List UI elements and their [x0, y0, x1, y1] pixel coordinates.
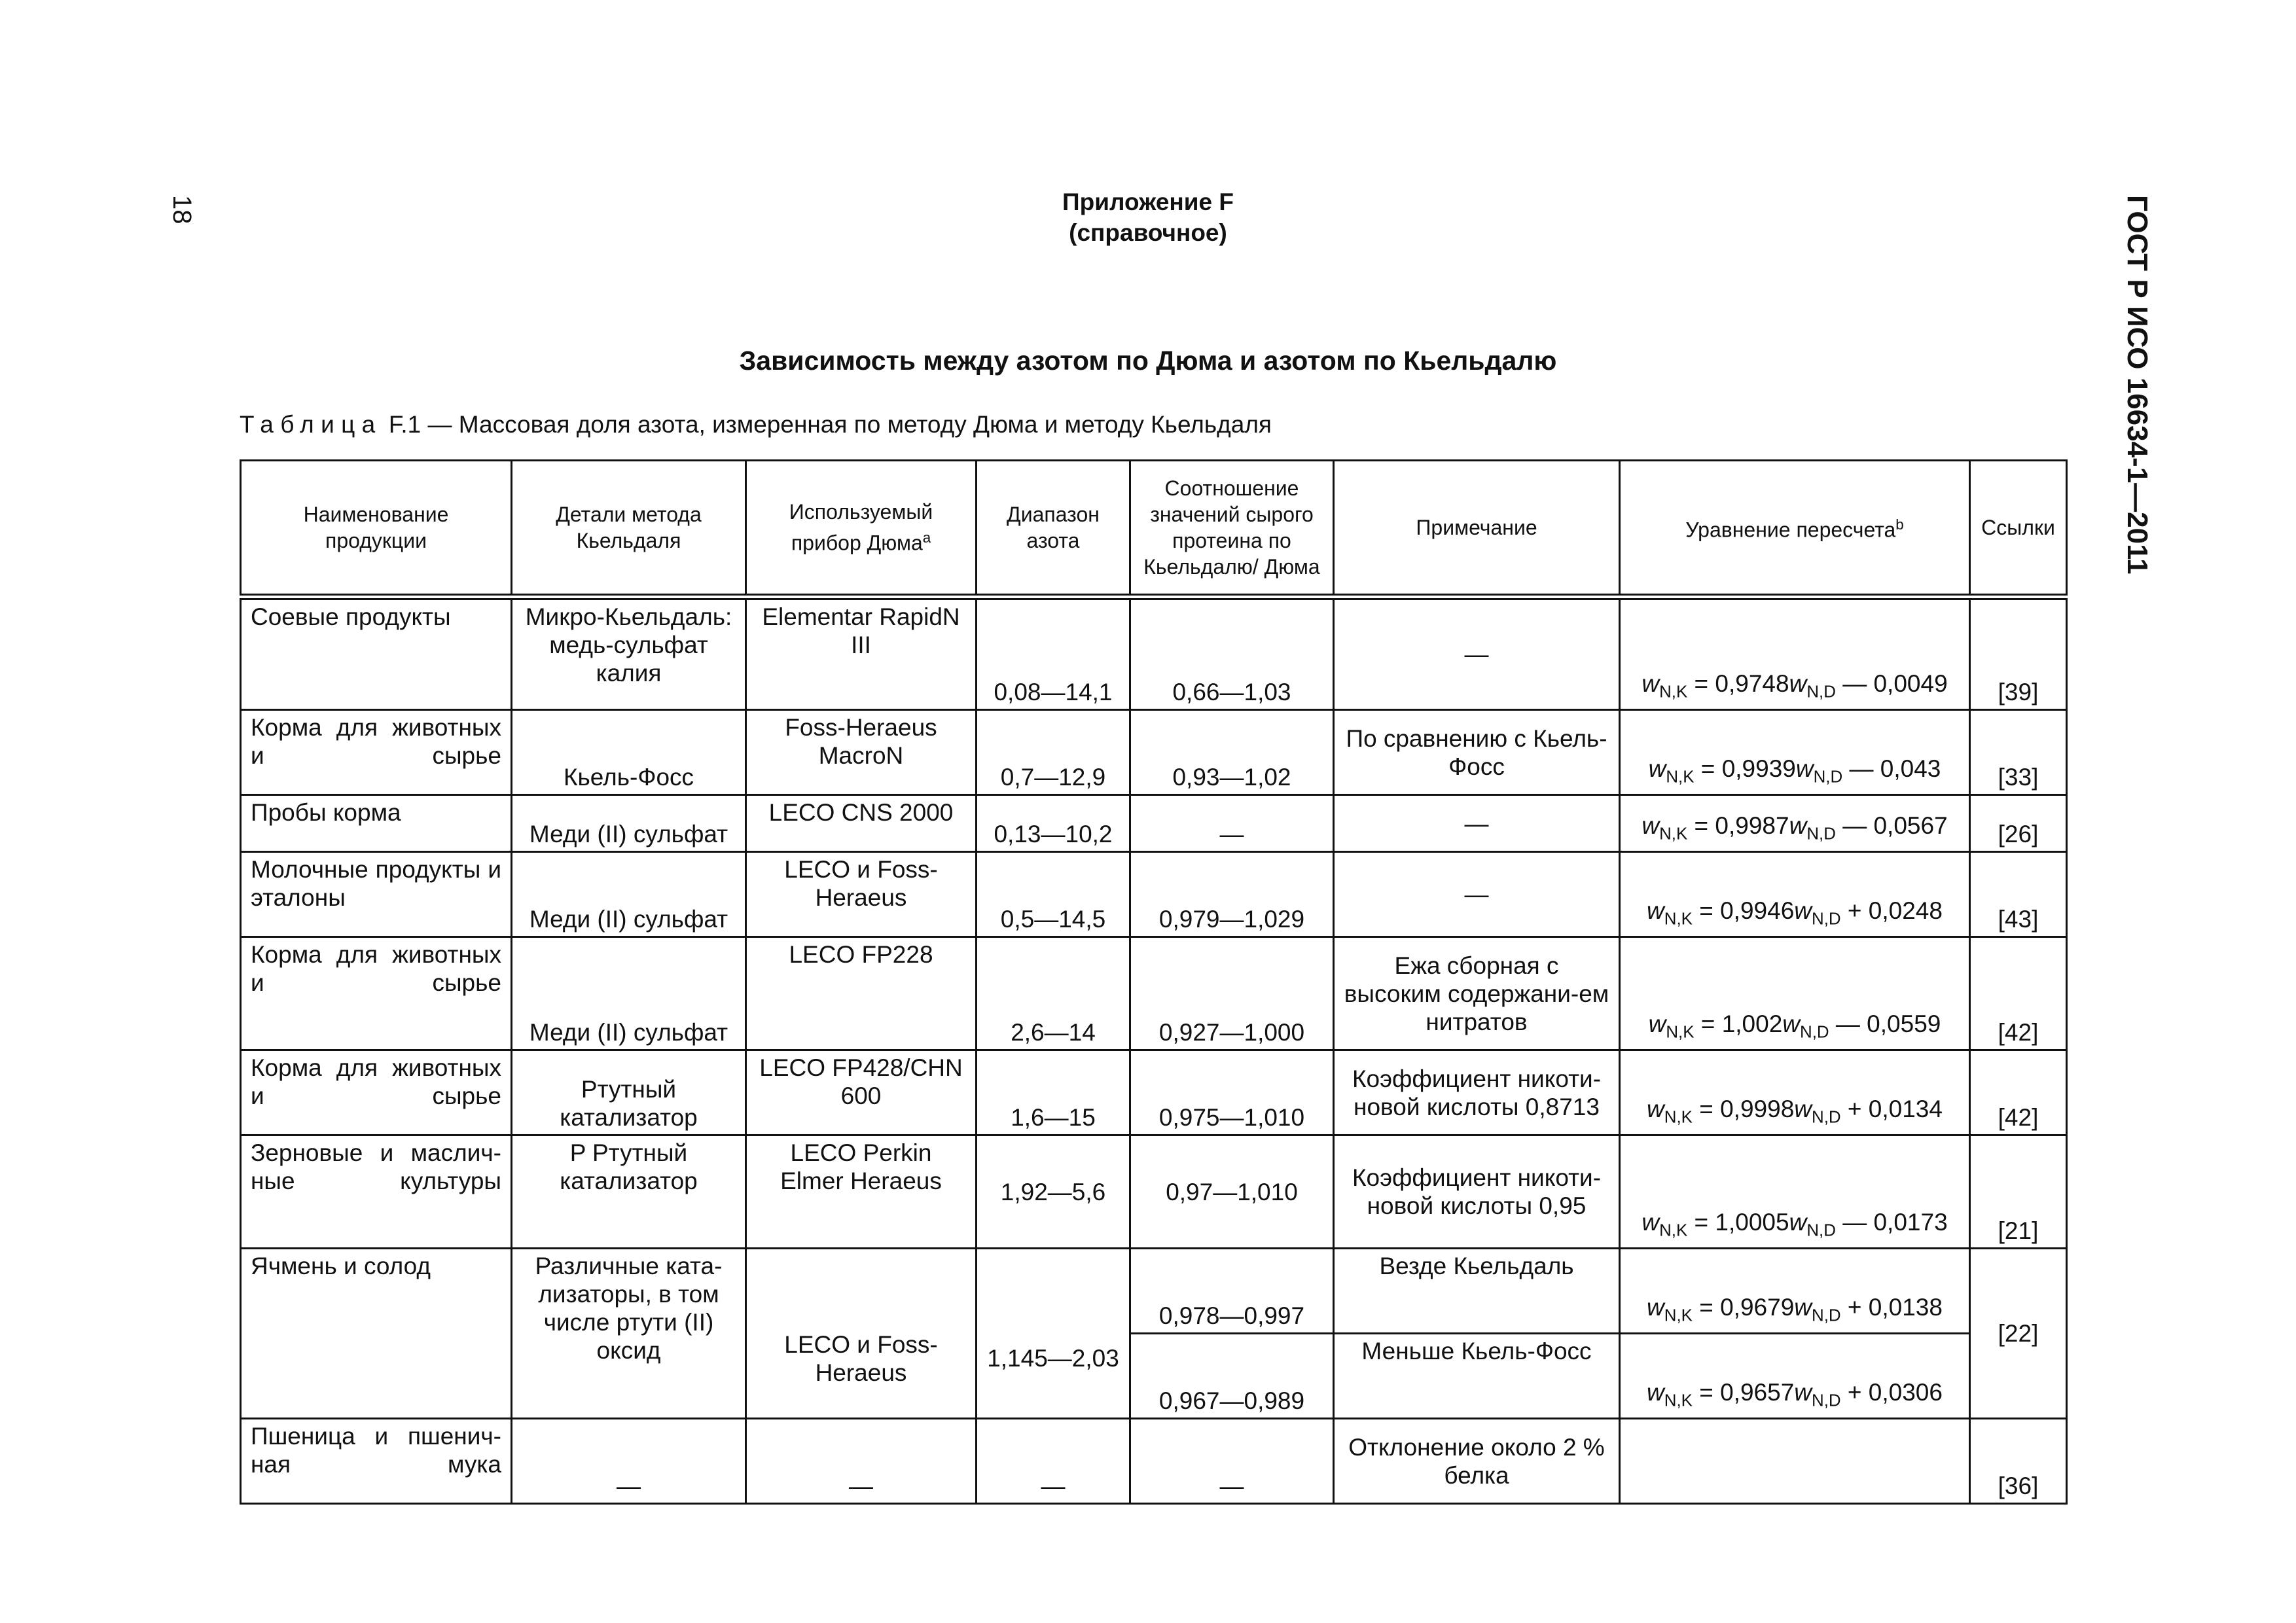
- cell-kjeldahl: Ртутный катализатор: [512, 1050, 746, 1135]
- eq-coef: = 0,9939: [1694, 755, 1796, 782]
- eq-lhs-var: w: [1648, 1010, 1666, 1037]
- cell-ref: [43]: [1970, 852, 2067, 937]
- eq-rhs-sub: N,D: [1812, 1306, 1841, 1325]
- header-ratio: Соотношение значений сырого протеина по Кьельдалю/ Дюма: [1130, 461, 1334, 597]
- cell-ratio: —: [1130, 1419, 1334, 1504]
- eq-lhs-var: w: [1647, 897, 1664, 924]
- eq-rhs-var: w: [1795, 755, 1814, 782]
- eq-lhs-sub: N,K: [1664, 1108, 1693, 1126]
- header-device-footnote: a: [922, 529, 931, 546]
- cell-equation: [1620, 1419, 1970, 1504]
- cell-note: —: [1334, 597, 1620, 710]
- cell-range: 2,6—14: [977, 937, 1130, 1050]
- eq-lhs-var: w: [1641, 669, 1660, 697]
- cell-product: Пробы корма: [241, 795, 512, 852]
- eq-lhs-var: w: [1647, 1293, 1664, 1321]
- cell-kjeldahl: Меди (II) сульфат: [512, 795, 746, 852]
- eq-const: — 0,0049: [1835, 669, 1948, 697]
- cell-ratio: —: [1130, 795, 1334, 852]
- header-equation-text: Уравнение пересчета: [1685, 518, 1896, 542]
- table-row: [241, 852, 2067, 937]
- eq-lhs-var: w: [1647, 1095, 1664, 1122]
- eq-lhs-var: w: [1647, 1378, 1664, 1406]
- eq-lhs-sub: N,K: [1659, 825, 1688, 843]
- cell-note: Меньше Кьель-Фосс: [1334, 1334, 1620, 1419]
- table-row: [241, 937, 2067, 1050]
- eq-coef: = 1,002: [1694, 1010, 1783, 1037]
- cell-product: Корма для животных и сырье: [241, 1050, 512, 1135]
- eq-lhs-sub: N,K: [1666, 768, 1695, 786]
- cell-ratio: 0,967—0,989: [1130, 1334, 1334, 1419]
- header-range: Диапазон азота: [977, 461, 1130, 597]
- eq-coef: = 0,9946: [1692, 897, 1795, 924]
- header-product: Наименование продукции: [241, 461, 512, 597]
- cell-ratio: 0,979—1,029: [1130, 852, 1334, 937]
- eq-rhs-var: w: [1794, 897, 1812, 924]
- cell-ratio: 0,975—1,010: [1130, 1050, 1334, 1135]
- header-device-text: Используемый прибор Дюма: [789, 499, 933, 555]
- cell-kjeldahl: —: [512, 1419, 746, 1504]
- cell-kjeldahl: Различные ката-лизаторы, в том числе ртути (II) оксид: [512, 1249, 746, 1419]
- eq-rhs-sub: N,D: [1812, 910, 1841, 928]
- cell-product: Соевые продукты: [241, 597, 512, 710]
- cell-product: Корма для животных и сырье: [241, 937, 512, 1050]
- header-device: [746, 461, 977, 597]
- eq-lhs-sub: N,K: [1659, 683, 1688, 701]
- document-code: ГОСТ Р ИСО 16634-1—2011: [2121, 195, 2153, 575]
- cell-ref: [42]: [1970, 1050, 2067, 1135]
- eq-rhs-var: w: [1794, 1378, 1812, 1406]
- eq-rhs-var: w: [1789, 669, 1807, 697]
- cell-note: —: [1334, 852, 1620, 937]
- cell-kjeldahl: Кьель-Фосс: [512, 710, 746, 795]
- eq-rhs-sub: N,D: [1806, 825, 1836, 843]
- cell-product: Корма для животных и сырье: [241, 710, 512, 795]
- header-kjeldahl: Детали метода Кьельдаля: [512, 461, 746, 597]
- cell-ratio: 0,93—1,02: [1130, 710, 1334, 795]
- cell-equation: [1620, 1334, 1970, 1419]
- eq-rhs-var: w: [1789, 812, 1807, 839]
- cell-device: LECO Perkin Elmer Heraeus: [746, 1135, 977, 1249]
- header-note: Примечание: [1334, 461, 1620, 597]
- cell-range: 0,7—12,9: [977, 710, 1130, 795]
- header-equation: [1620, 461, 1970, 597]
- caption-text: — Массовая доля азота, измеренная по методу Дюма и методу Кьельдаля: [427, 411, 1272, 438]
- eq-rhs-sub: N,D: [1800, 1023, 1829, 1041]
- eq-lhs-sub: N,K: [1664, 910, 1693, 928]
- eq-rhs-sub: N,D: [1812, 1108, 1841, 1126]
- page-heading: Зависимость между азотом по Дюма и азотом по Кьельдалю: [739, 346, 1557, 376]
- eq-coef: = 1,0005: [1687, 1208, 1789, 1236]
- eq-lhs-var: w: [1641, 812, 1660, 839]
- eq-const: + 0,0306: [1840, 1378, 1943, 1406]
- table-caption: [240, 411, 1272, 438]
- eq-rhs-sub: N,D: [1806, 683, 1836, 701]
- caption-label: Таблица: [240, 411, 382, 438]
- cell-note: —: [1334, 795, 1620, 852]
- table-row: [241, 1135, 2067, 1249]
- eq-coef: = 0,9748: [1687, 669, 1789, 697]
- cell-equation: [1620, 1249, 1970, 1334]
- table-row: [241, 710, 2067, 795]
- cell-kjeldahl: Меди (II) сульфат: [512, 937, 746, 1050]
- cell-ref: [39]: [1970, 597, 2067, 710]
- table-body: [241, 597, 2067, 1504]
- cell-ref: [26]: [1970, 795, 2067, 852]
- cell-note: По сравнению с Кьель-Фосс: [1334, 710, 1620, 795]
- cell-note: Ежа сборная с высоким содержани-ем нитратов: [1334, 937, 1620, 1050]
- page-number: 18: [168, 195, 196, 224]
- table-row: [241, 1050, 2067, 1135]
- eq-rhs-sub: N,D: [1813, 768, 1843, 786]
- table-row: [241, 597, 2067, 710]
- eq-rhs-var: w: [1789, 1208, 1807, 1236]
- cell-device: LECO и Foss-Heraeus: [746, 1249, 977, 1419]
- header-refs: Ссылки: [1970, 461, 2067, 597]
- cell-kjeldahl: Микро-Кьельдаль: медь-сульфат калия: [512, 597, 746, 710]
- cell-equation: [1620, 937, 1970, 1050]
- eq-lhs-sub: N,K: [1664, 1306, 1693, 1325]
- cell-note: Везде Кьельдаль: [1334, 1249, 1620, 1334]
- cell-ref: [21]: [1970, 1135, 2067, 1249]
- cell-product: Ячмень и солод: [241, 1249, 512, 1419]
- cell-ref: [36]: [1970, 1419, 2067, 1504]
- eq-rhs-sub: N,D: [1812, 1391, 1841, 1410]
- cell-equation: [1620, 795, 1970, 852]
- eq-lhs-var: w: [1648, 755, 1666, 782]
- cell-equation: [1620, 710, 1970, 795]
- cell-equation: [1620, 1135, 1970, 1249]
- cell-range: —: [977, 1419, 1130, 1504]
- cell-ref: [22]: [1970, 1249, 2067, 1419]
- eq-coef: = 0,9679: [1692, 1293, 1795, 1321]
- eq-coef: = 0,9987: [1687, 812, 1789, 839]
- eq-lhs-sub: N,K: [1659, 1221, 1688, 1240]
- cell-device: Elementar RapidN III: [746, 597, 977, 710]
- eq-const: — 0,0173: [1835, 1208, 1948, 1236]
- eq-const: — 0,043: [1842, 755, 1941, 782]
- appendix-title: Приложение F: [1062, 188, 1234, 215]
- cell-device: —: [746, 1419, 977, 1504]
- cell-note: Отклонение около 2 % белка: [1334, 1419, 1620, 1504]
- cell-device: LECO CNS 2000: [746, 795, 977, 852]
- cell-product: Молочные продукты и эталоны: [241, 852, 512, 937]
- cell-kjeldahl: P Ртутный катализатор: [512, 1135, 746, 1249]
- eq-const: + 0,0248: [1840, 897, 1943, 924]
- cell-ratio: 0,97—1,010: [1130, 1135, 1334, 1249]
- nitrogen-table: [240, 459, 2068, 1505]
- caption-number: F.1: [388, 411, 422, 438]
- header-equation-footnote: b: [1895, 516, 1904, 533]
- cell-ratio: 0,978—0,997: [1130, 1249, 1334, 1334]
- cell-range: 0,08—14,1: [977, 597, 1130, 710]
- eq-lhs-sub: N,K: [1664, 1391, 1693, 1410]
- eq-rhs-sub: N,D: [1806, 1221, 1836, 1240]
- cell-equation: [1620, 852, 1970, 937]
- cell-ref: [33]: [1970, 710, 2067, 795]
- cell-note: Коэффициент никоти-новой кислоты 0,95: [1334, 1135, 1620, 1249]
- cell-range: 1,145—2,03: [977, 1249, 1130, 1419]
- table-row: [241, 795, 2067, 852]
- cell-range: 1,6—15: [977, 1050, 1130, 1135]
- cell-device: Foss-Heraeus MacroN: [746, 710, 977, 795]
- eq-const: — 0,0559: [1829, 1010, 1941, 1037]
- cell-device: LECO FP428/CHN 600: [746, 1050, 977, 1135]
- eq-rhs-var: w: [1794, 1293, 1812, 1321]
- table-row: [241, 1249, 2067, 1334]
- cell-product: Пшеница и пшенич-ная мука: [241, 1419, 512, 1504]
- eq-lhs-sub: N,K: [1666, 1023, 1695, 1041]
- eq-const: + 0,0134: [1840, 1095, 1943, 1122]
- cell-equation: [1620, 1050, 1970, 1135]
- table-row: [241, 1419, 2067, 1504]
- cell-ref: [42]: [1970, 937, 2067, 1050]
- eq-rhs-var: w: [1782, 1010, 1801, 1037]
- cell-device: LECO FP228: [746, 937, 977, 1050]
- cell-equation: [1620, 597, 1970, 710]
- eq-lhs-var: w: [1641, 1208, 1660, 1236]
- cell-range: 0,13—10,2: [977, 795, 1130, 852]
- cell-range: 0,5—14,5: [977, 852, 1130, 937]
- cell-range: 1,92—5,6: [977, 1135, 1130, 1249]
- eq-const: — 0,0567: [1835, 812, 1948, 839]
- eq-coef: = 0,9998: [1692, 1095, 1795, 1122]
- cell-kjeldahl: Меди (II) сульфат: [512, 852, 746, 937]
- cell-ratio: 0,66—1,03: [1130, 597, 1334, 710]
- appendix-subtitle: (справочное): [1069, 219, 1227, 246]
- cell-device: LECO и Foss-Heraeus: [746, 852, 977, 937]
- eq-coef: = 0,9657: [1692, 1378, 1795, 1406]
- cell-note: Коэффициент никоти-новой кислоты 0,8713: [1334, 1050, 1620, 1135]
- cell-ratio: 0,927—1,000: [1130, 937, 1334, 1050]
- eq-rhs-var: w: [1794, 1095, 1812, 1122]
- cell-product: Зерновые и маслич-ные культуры: [241, 1135, 512, 1249]
- eq-const: + 0,0138: [1840, 1293, 1943, 1321]
